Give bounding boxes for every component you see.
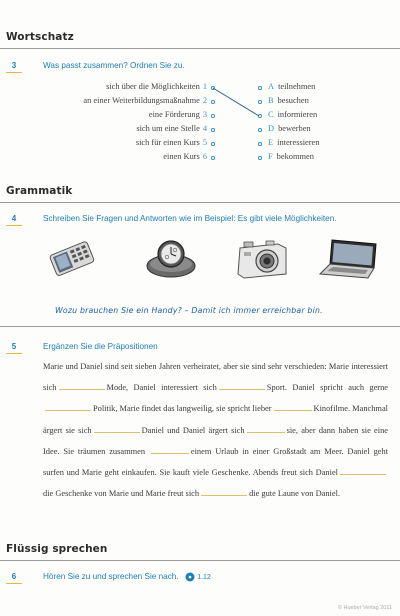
fill-in-blank-4[interactable]	[274, 409, 312, 411]
right-item-f: F bekommen	[268, 152, 314, 161]
audio-track-number: 1.12	[197, 574, 211, 582]
fill-in-blank-3[interactable]	[45, 409, 91, 411]
fill-in-blank-8[interactable]	[340, 473, 386, 475]
left-item-5: sich für einen Kurs 5	[135, 138, 207, 147]
example-answer-handwriting: Wozu brauchen Sie ein Handy? – Damit ich immer erreichbar bin.	[55, 306, 323, 315]
section-heading-fluessig-sprechen: Flüssig sprechen	[6, 543, 108, 555]
right-item-b: B besuchen	[268, 96, 309, 105]
example-match-line	[0, 0, 400, 200]
exercise-6-instruction: Hören Sie zu und sprechen Sie nach. 1.12	[43, 572, 211, 582]
exercise-number-6: 6	[6, 572, 22, 584]
left-item-4: sich um eine Stelle 4	[136, 124, 207, 133]
right-item-e: E interessieren	[268, 138, 320, 147]
exercise-number-4: 4	[6, 214, 22, 226]
section-heading-wortschatz: Wortschatz	[6, 31, 74, 43]
section-divider	[0, 326, 400, 327]
mobile-phone-icon	[46, 236, 96, 282]
camera-icon	[234, 236, 294, 282]
audio-cd-icon[interactable]	[185, 572, 195, 582]
section-divider	[0, 202, 400, 203]
fill-in-blank-9[interactable]	[201, 494, 247, 496]
fill-in-blank-1[interactable]	[59, 388, 105, 390]
laptop-icon	[318, 236, 380, 282]
right-item-c: C informieren	[268, 110, 318, 119]
exercise-5-instruction: Ergänzen Sie die Präpositionen	[43, 342, 158, 351]
cloze-text: Marie und Daniel sind seit sieben Jahren verheiratet, aber sie sind sehr verschieden: Marie interessiert sich Mode, Daniel interessiert sich Sport. Daniel spricht auch gernePolitik, Marie findet das langweilig, sie spricht lieber Kinofilme. Manchmal ärgert sie sich Daniel und Daniel ärgert sich sie, aber dann haben sie eine Idee. Sie träumen zusammen einem Urlaub in einer Großstadt am Meer. Daniel geht surfen und Marie geht einkaufen. Sie kauft viele Geschenke. Abends freut sich Danieldie Geschenke von Marie und Marie freut sich die gute Laune von Daniel.	[43, 362, 389, 499]
right-item-d: D bewerben	[268, 124, 311, 133]
left-item-2: an einer Weiterbildungsmaßnahme 2	[83, 96, 207, 105]
exercise-3-instruction: Was passt zusammen? Ordnen Sie zu.	[43, 61, 185, 70]
section-divider	[0, 560, 400, 561]
footer-copyright: © Hueber Verlag 2011	[337, 605, 392, 611]
fill-in-blank-2[interactable]	[219, 388, 265, 390]
exercise-number-5: 5	[6, 342, 22, 354]
exercise-number-3: 3	[6, 61, 22, 73]
fill-in-blank-7[interactable]	[151, 452, 189, 454]
exercise-4-instruction: Schreiben Sie Fragen und Antworten wie im Beispiel: Es gibt viele Möglichkeiten.	[43, 214, 337, 223]
fill-in-blank-6[interactable]	[247, 431, 285, 433]
wristwatch-icon	[143, 236, 199, 284]
left-item-1: sich über die Möglichkeiten 1	[106, 82, 207, 91]
left-item-3: eine Förderung 3	[148, 110, 207, 119]
left-item-6: einen Kurs 6	[163, 152, 207, 161]
right-item-a: A teilnehmen	[268, 82, 316, 91]
fill-in-blank-5[interactable]	[94, 431, 140, 433]
section-heading-grammatik: Grammatik	[6, 185, 73, 197]
